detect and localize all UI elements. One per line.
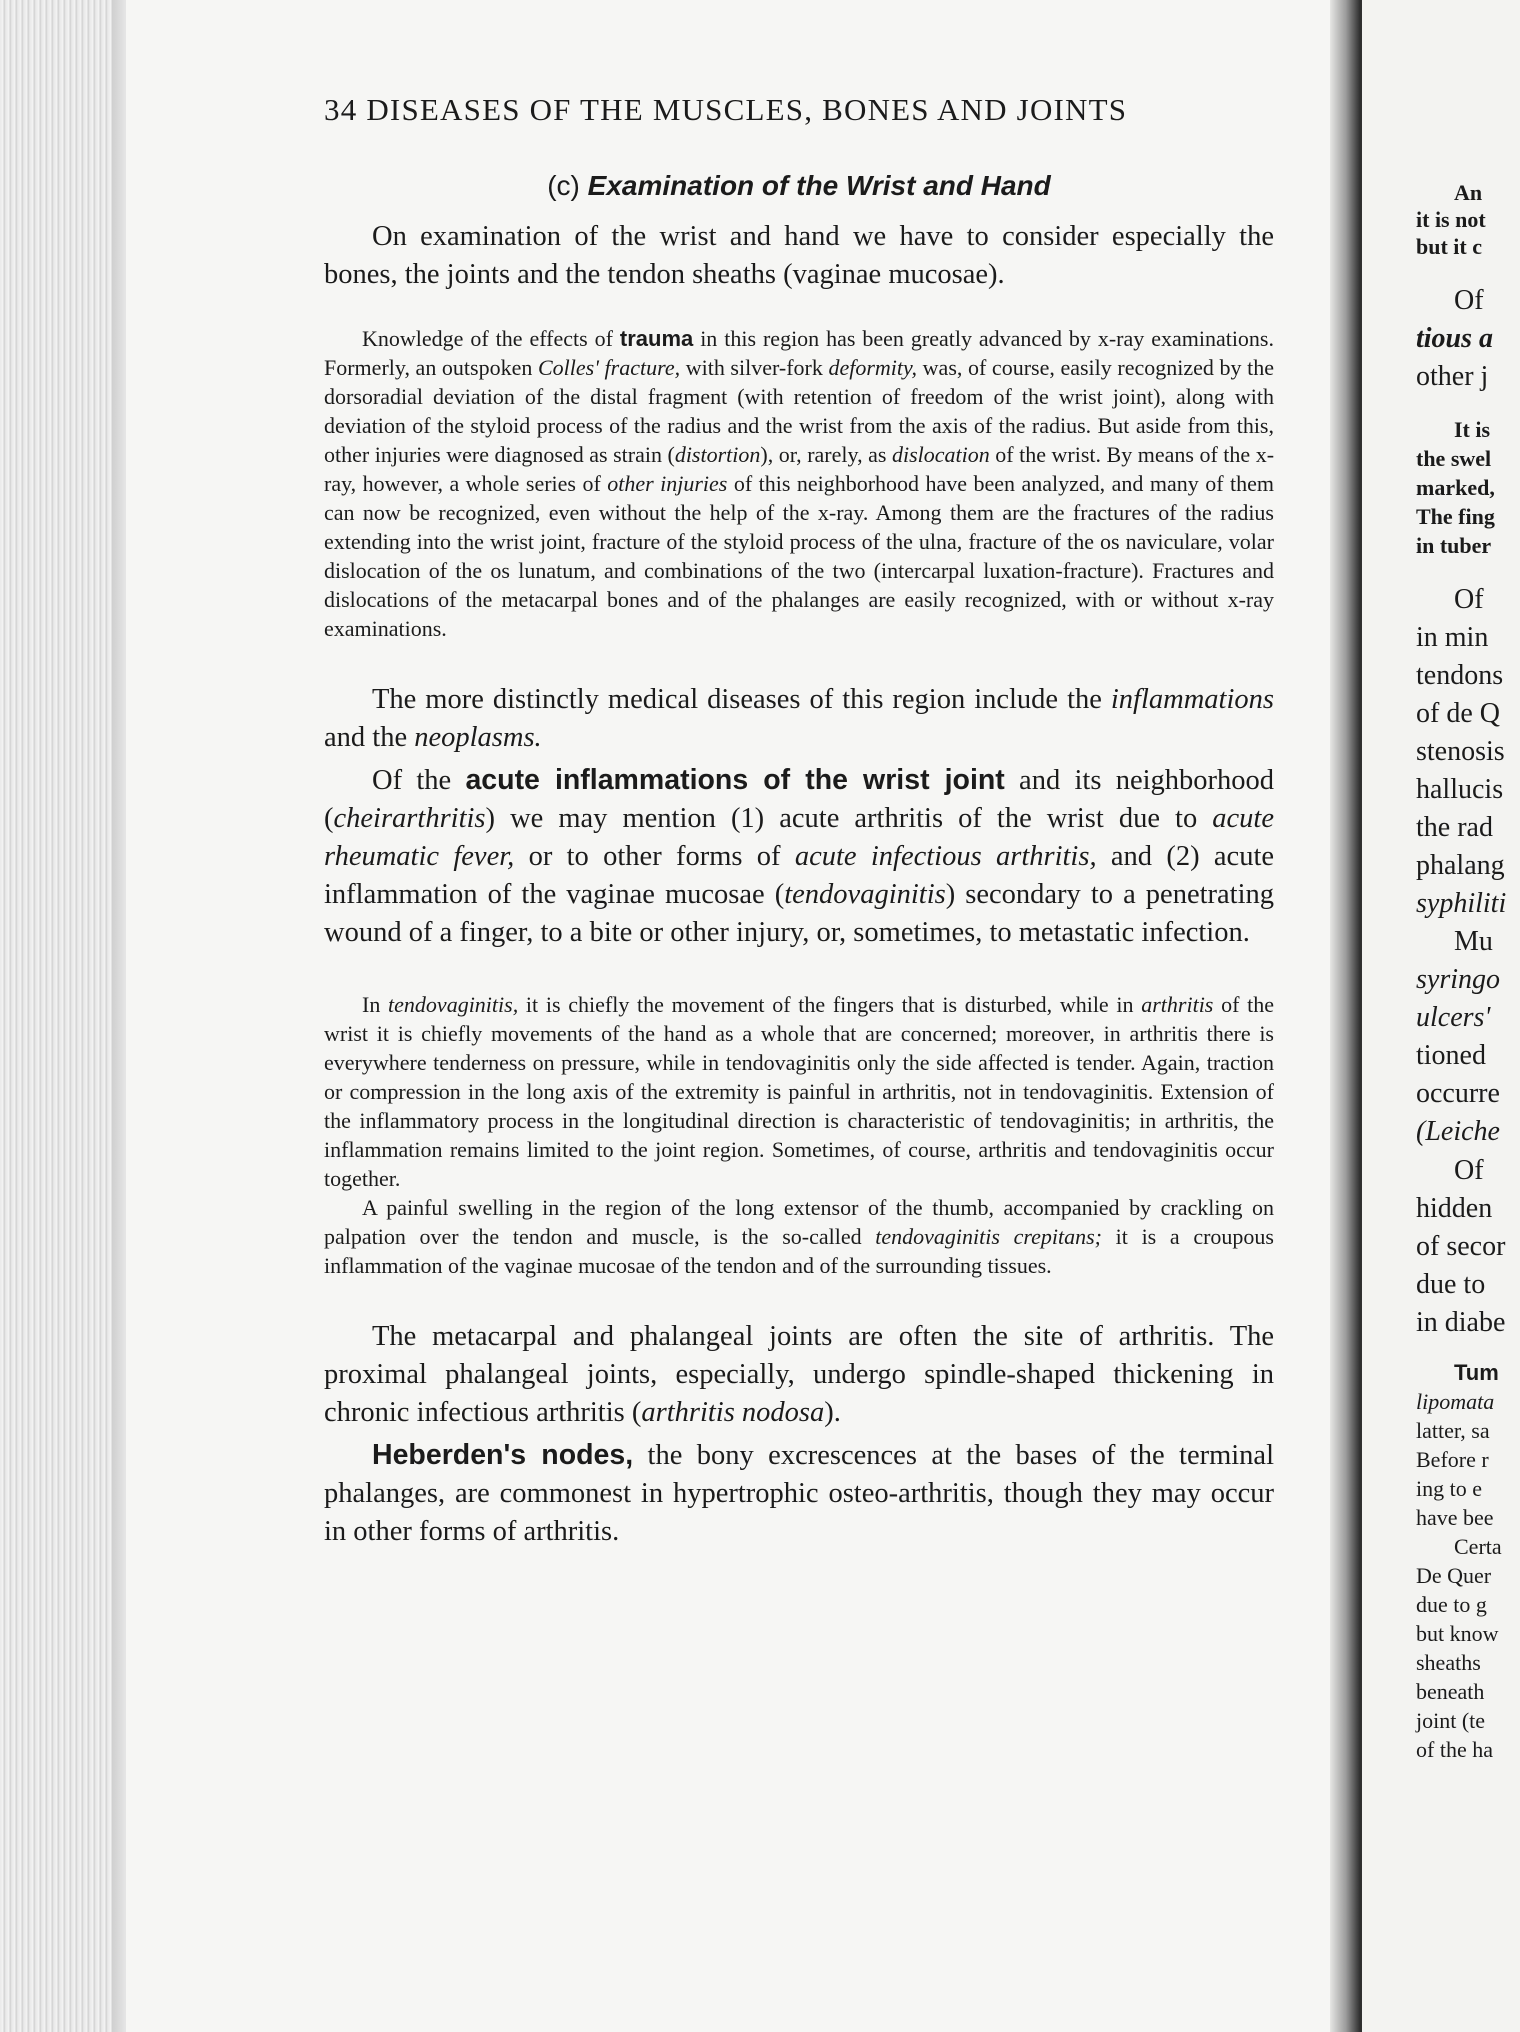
- text-italic: Colles' fracture,: [537, 355, 681, 380]
- facing-fragment: due to: [1416, 1269, 1486, 1300]
- facing-fragment: hidden: [1416, 1193, 1493, 1224]
- text-run: The metacarpal and phalangeal joints are often the site of arthritis. The proximal phalangeal joints, especially, undergo spindle-shaped thickening in chronic infectious arthritis (: [324, 1321, 1274, 1428]
- text-bold: trauma: [619, 326, 694, 351]
- facing-fragment: in tuber: [1416, 533, 1492, 558]
- section-letter: (c): [547, 170, 580, 201]
- facing-fragment: stenosis: [1416, 736, 1505, 767]
- facing-fragment: in diabe: [1416, 1307, 1506, 1338]
- text-italic: inflammations: [1110, 684, 1274, 715]
- facing-fragment: it is not: [1416, 207, 1486, 232]
- facing-fragment: Of: [1454, 285, 1484, 316]
- facing-fragment: in min: [1416, 622, 1489, 653]
- text-italic: other injuries: [607, 471, 728, 496]
- section-title-text: Examination of the Wrist and Hand: [587, 170, 1051, 201]
- text-run: was, of course, easily recognized by the dorsoradial deviation of the distal fragment (with retention of freedom of the wrist joint), along with deviation of the styloid process of the radius and the wrist from the axis of the radius. But aside from this, other injuries were diagnosed as strain (: [324, 355, 1274, 467]
- facing-fragment: latter, sa: [1416, 1418, 1490, 1443]
- facing-fragment: lipomata: [1416, 1389, 1495, 1414]
- text-run: or to other forms of: [514, 841, 795, 872]
- facing-fragment: Tum: [1454, 1360, 1499, 1385]
- facing-fragment: tendons: [1416, 660, 1504, 691]
- text-run: The more distinctly medical diseases of this region include the: [372, 684, 1111, 715]
- facing-fragment: marked,: [1416, 475, 1495, 500]
- text-italic: distortion: [674, 442, 761, 467]
- facing-fragment: Mu: [1454, 926, 1493, 957]
- facing-fragment: sheaths: [1416, 1650, 1481, 1675]
- facing-fragment: due to g: [1416, 1592, 1487, 1617]
- facing-fragment: (Leiche: [1416, 1116, 1500, 1147]
- facing-fragment: Before r: [1416, 1447, 1489, 1472]
- text-italic: tendovaginitis crepitans;: [875, 1224, 1102, 1249]
- facing-fragment: of de Q: [1416, 698, 1500, 729]
- text-run: A painful swelling in the region of the long extensor of the thumb, accompanied by crackling on palpation over the tendon and muscle, is the so-called: [324, 1195, 1274, 1249]
- facing-fragment: tioned: [1416, 1040, 1486, 1071]
- text-italic: neoplasms.: [414, 722, 542, 753]
- paragraph-heberden: [324, 1436, 1274, 1551]
- facing-fragment: hallucis: [1416, 774, 1504, 805]
- facing-fragment: the rad: [1416, 812, 1493, 843]
- facing-fragment: It is: [1454, 417, 1491, 442]
- text-run: ) secondary to a penetrating wound of a finger, to a bite or other injury, or, sometimes, to metastatic infection.: [324, 879, 1274, 948]
- facing-fragment: beneath: [1416, 1679, 1485, 1704]
- text-run: the bony excrescences at the bases of the terminal phalanges, are commonest in hypertrophic osteo-arthritis, though they may occur in other forms of arthritis.: [324, 1440, 1275, 1547]
- facing-fragment: other j: [1416, 361, 1489, 392]
- paragraph-tendovaginitis: [324, 990, 1274, 1193]
- text-run: of the wrist it is chiefly movements of the hand as a whole that are concerned; moreover, in arthritis there is everywhere tenderness on pressure, while in tendovaginitis only the side affected is tender. Again, traction or compression in the long axis of the extremity is painful in arthritis, not in tendovaginitis. Extension of the inflammatory process in the longitudinal direction is characteristic of tendovaginitis; in arthritis, the inflammation remains limited to the joint region. Sometimes, of course, arthritis and tendovaginitis occur together.: [324, 992, 1275, 1191]
- text-italic: deformity,: [828, 355, 918, 380]
- facing-fragment: the swel: [1416, 446, 1492, 471]
- text-run: with silver-fork: [680, 355, 829, 380]
- facing-fragment: An: [1454, 180, 1483, 205]
- paragraph-acute: [324, 761, 1274, 952]
- text-run: and the: [324, 722, 415, 753]
- text-run: Of the: [372, 765, 466, 796]
- text-run: of this neighborhood have been analyzed, and many of them can now be recognized, even without the help of the x-ray. Among them are the fractures of the radius extending into the wrist joint, fracture of the styloid process of the ulna, fracture of the os naviculare, volar dislocation of the os lunatum, and combinations of the two (intercarpal luxation-fracture). Fractures and dislocations of the metacarpal bones and of the phalanges are easily recognized, with or without x-ray examinations.: [324, 471, 1274, 641]
- facing-fragment: Of: [1454, 584, 1484, 615]
- text-run: Knowledge of the effects of: [362, 326, 620, 351]
- text-run: it is chiefly the movement of the fingers that is disturbed, while in: [518, 992, 1142, 1017]
- text-run: of the wrist. By means of the x-ray, however, a whole series of: [324, 442, 1275, 496]
- facing-fragment: The fing: [1416, 504, 1495, 529]
- facing-fragment: syringo: [1416, 964, 1500, 995]
- facing-fragment: but know: [1416, 1621, 1499, 1646]
- text-italic: acute rheumatic fever,: [324, 803, 1274, 872]
- facing-fragment: but it c: [1416, 234, 1482, 259]
- running-header: 34 DISEASES OF THE MUSCLES, BONES AND JOINTS: [324, 92, 1128, 127]
- facing-fragment: tious a: [1416, 323, 1494, 354]
- facing-fragment: of the ha: [1416, 1737, 1493, 1762]
- paragraph-trauma: [324, 324, 1274, 643]
- text-run: In: [362, 992, 389, 1017]
- facing-page: [1362, 0, 1520, 2032]
- paragraph-intro: [324, 218, 1274, 294]
- text-italic: tendovaginitis: [784, 879, 946, 910]
- text-italic: arthritis: [1141, 992, 1214, 1017]
- section-title: [324, 168, 1274, 204]
- facing-fragment: phalang: [1416, 850, 1505, 881]
- text-run: On examination of the wrist and hand we have to consider especially the bones, the joints and the tendon sheaths (vaginae mucosae).: [324, 221, 1274, 290]
- text-run: ) we may mention (1) acute arthritis of the wrist due to: [485, 803, 1213, 834]
- paragraph-crepitans: [324, 1193, 1274, 1280]
- page-content: [324, 90, 1274, 1551]
- text-run: and its neighborhood (: [324, 765, 1275, 834]
- paragraph-medical: [324, 681, 1274, 757]
- text-italic: cheirarthritis: [333, 803, 486, 834]
- facing-fragment: of secor: [1416, 1231, 1506, 1262]
- facing-fragment: ulcers': [1416, 1002, 1491, 1033]
- text-bold: acute inflammations of the wrist joint: [465, 764, 1005, 796]
- facing-fragment: have bee: [1416, 1505, 1494, 1530]
- text-run: ), or, rarely, as: [760, 442, 892, 467]
- facing-fragment: ing to e: [1416, 1476, 1482, 1501]
- paragraph-metacarpal: [324, 1318, 1274, 1432]
- text-run: in this region has been greatly advanced by x-ray examinations. Formerly, an outspoken: [324, 326, 1274, 380]
- facing-fragment: Of: [1454, 1155, 1484, 1186]
- page-stack-edges: [0, 0, 130, 2032]
- text-run: and (2) acute inflammation of the vaginae mucosae (: [324, 841, 1275, 910]
- facing-fragment: syphiliti: [1416, 888, 1507, 919]
- text-italic: tendovaginitis,: [388, 992, 519, 1017]
- text-bold: Heberden's nodes,: [372, 1439, 634, 1471]
- text-italic: dislocation: [891, 442, 990, 467]
- text-run: ).: [824, 1397, 841, 1428]
- facing-fragment: Certa: [1454, 1534, 1502, 1559]
- facing-fragment: De Quer: [1416, 1563, 1492, 1588]
- text-italic: arthritis nodosa: [641, 1397, 825, 1428]
- facing-fragment: joint (te: [1416, 1708, 1486, 1733]
- text-italic: acute infectious arthritis,: [794, 841, 1097, 872]
- facing-fragment: occurre: [1416, 1078, 1500, 1109]
- text-run: it is a croupous inflammation of the vaginae mucosae of the tendon and of the surrounding tissues.: [324, 1224, 1274, 1278]
